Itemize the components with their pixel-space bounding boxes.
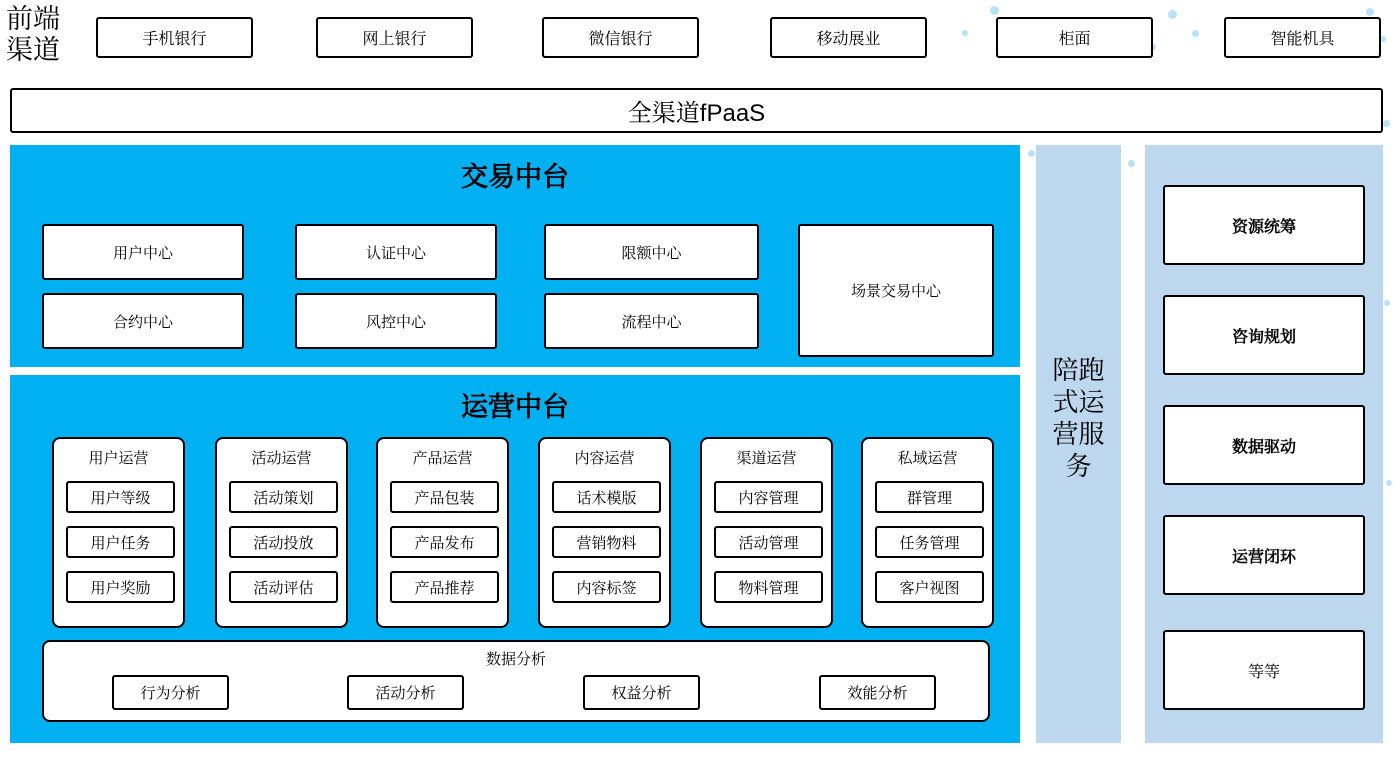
trade-platform-title: 交易中台 [461,162,569,192]
trade-cell-label: 限额中心 [621,244,682,262]
ops-column-title: 活动运营 [251,450,312,467]
ops-item[interactable] [875,526,984,558]
ops-item-label: 活动管理 [738,534,799,552]
ops-item[interactable] [66,571,175,603]
service-operation-closed-loop[interactable] [1163,515,1365,595]
ops-item[interactable] [66,481,175,513]
ops-column-user-operations [52,437,185,628]
ops-item[interactable] [875,571,984,603]
channel-label: 网上银行 [362,31,427,48]
decorative-dot [1168,10,1177,19]
channel-wechat-bank[interactable] [542,17,699,58]
ops-column-private-domain-operations [861,437,994,628]
trade-cell-label: 场景交易中心 [850,283,941,300]
ops-item[interactable] [390,571,499,603]
decorative-dot [1028,150,1035,157]
data-analysis-item-label: 活动分析 [375,685,436,702]
front-channel-label-line2: 渠道 [6,35,60,65]
decorative-dot [962,30,968,36]
ops-item-label: 内容管理 [738,489,799,507]
ops-item[interactable] [66,526,175,558]
service-consulting-planning[interactable] [1163,295,1365,375]
front-channel-label [6,4,90,66]
ops-item-label: 话术模版 [576,489,637,507]
service-resource-coordination[interactable] [1163,185,1365,265]
decorative-dot [1383,120,1390,127]
ops-item[interactable] [229,526,338,558]
ops-item-label: 活动投放 [253,534,314,552]
decorative-dot [1366,8,1374,16]
ops-item[interactable] [390,526,499,558]
ops-column-title: 渠道运营 [736,450,797,467]
channel-label: 移动展业 [816,31,881,48]
service-label: 运营闭环 [1231,548,1296,566]
data-analysis-item-rights[interactable] [583,675,700,710]
accompany-service-line: 务 [1065,452,1092,481]
ops-item[interactable] [714,526,823,558]
data-analysis-block [42,640,990,722]
data-analysis-title: 数据分析 [485,651,546,668]
ops-column-activity-operations [215,437,348,628]
ops-item[interactable] [229,481,338,513]
accompany-service-line: 陪跑 [1052,356,1105,385]
ops-item[interactable] [390,481,499,513]
ops-item-label: 产品发布 [414,534,475,552]
ops-item[interactable] [229,571,338,603]
ops-item-label: 营销物料 [576,534,637,552]
channel-label: 智能机具 [1270,31,1335,48]
data-analysis-item-efficiency[interactable] [819,675,936,710]
ops-item[interactable] [552,526,661,558]
service-label: 咨询规划 [1231,328,1296,346]
channel-label: 柜面 [1058,31,1091,48]
ops-item-label: 产品推荐 [414,579,475,597]
ops-item[interactable] [714,481,823,513]
ops-column-channel-operations [700,437,833,628]
ops-item-label: 内容标签 [576,579,637,597]
channel-label: 微信银行 [588,31,653,48]
ops-platform-panel [10,375,1020,743]
trade-cell-contract-center[interactable] [42,293,244,349]
service-label: 等等 [1247,663,1280,681]
trade-cell-label: 用户中心 [112,244,173,262]
service-data-driven[interactable] [1163,405,1365,485]
trade-cell-label: 流程中心 [621,313,682,331]
trade-cell-limit-center[interactable] [544,224,759,280]
trade-cell-user-center[interactable] [42,224,244,280]
service-label: 资源统筹 [1231,218,1296,236]
ops-item-label: 用户任务 [90,534,151,552]
ops-column-content-operations [538,437,671,628]
ops-item-label: 任务管理 [899,534,960,552]
ops-column-title: 用户运营 [88,450,149,467]
data-analysis-item-label: 效能分析 [847,685,908,702]
channel-mobile-exhibition[interactable] [770,17,927,58]
trade-cell-label: 风控中心 [365,313,426,331]
accompany-service-line: 式运 [1052,388,1105,417]
front-channel-label-line1: 前端 [6,4,60,34]
ops-item[interactable] [875,481,984,513]
ops-item[interactable] [714,571,823,603]
ops-item-label: 产品包装 [414,489,475,507]
decorative-dot [1192,30,1199,37]
accompany-service-line: 营服 [1052,420,1105,449]
channel-smart-machine[interactable] [1224,17,1381,58]
service-etc[interactable] [1163,630,1365,710]
fpaas-label: 全渠道fPaaS [627,100,766,127]
channel-mobile-bank[interactable] [96,17,253,58]
ops-item-label: 群管理 [906,489,952,507]
trade-cell-risk-center[interactable] [295,293,497,349]
channel-counter[interactable] [996,17,1153,58]
data-analysis-item-label: 行为分析 [140,685,201,702]
decorative-dot [1386,480,1392,486]
decorative-dot [1384,300,1390,306]
accompany-service-label [1036,355,1121,483]
trade-cell-process-center[interactable] [544,293,759,349]
trade-platform-panel [10,145,1020,367]
data-analysis-item-label: 权益分析 [611,685,672,702]
decorative-dot [990,6,999,15]
trade-cell-scene-transaction-center[interactable] [798,224,994,357]
ops-item-label: 活动评估 [253,579,314,597]
ops-column-title: 内容运营 [574,450,635,467]
ops-item[interactable] [552,481,661,513]
ops-item-label: 客户视图 [899,579,960,597]
service-label: 数据驱动 [1231,438,1296,456]
ops-item-label: 物料管理 [738,579,799,597]
right-services-panel [1145,145,1383,743]
ops-column-title: 私域运营 [897,450,958,467]
ops-column-product-operations [376,437,509,628]
ops-item-label: 用户等级 [90,489,151,507]
decorative-dot [1128,160,1135,167]
ops-item-label: 用户奖励 [90,579,151,597]
accompany-service-panel [1036,145,1121,743]
channel-online-bank[interactable] [316,17,473,58]
ops-platform-title: 运营中台 [461,392,569,422]
data-analysis-item-behavior[interactable] [112,675,229,710]
ops-item[interactable] [552,571,661,603]
channel-label: 手机银行 [142,31,207,48]
fpaas-bar[interactable] [10,88,1383,133]
ops-column-title: 产品运营 [412,450,473,467]
trade-cell-label: 合约中心 [112,313,173,331]
data-analysis-item-activity[interactable] [347,675,464,710]
ops-item-label: 活动策划 [253,489,314,507]
trade-cell-auth-center[interactable] [295,224,497,280]
trade-cell-label: 认证中心 [365,244,426,262]
